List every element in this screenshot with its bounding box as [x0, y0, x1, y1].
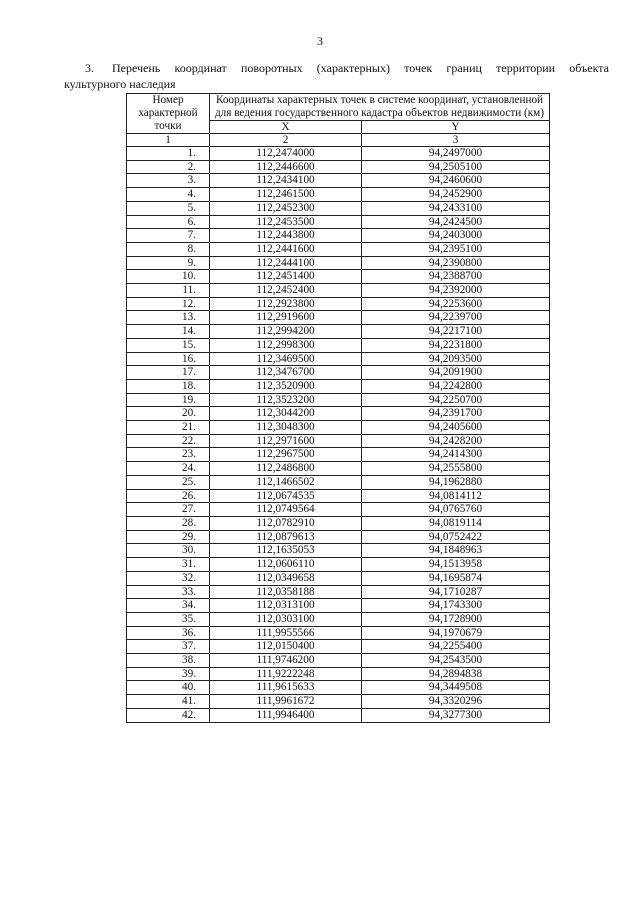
table-row	[127, 147, 550, 161]
table-row	[127, 708, 550, 722]
point-number-cell: 38.	[127, 654, 210, 668]
table-row	[127, 448, 550, 462]
table-row	[127, 571, 550, 585]
table-row	[127, 270, 550, 284]
y-coordinate-cell: 94,2452900	[362, 188, 550, 202]
y-coordinate-cell: 94,2392000	[362, 284, 550, 298]
table-row	[127, 160, 550, 174]
header-x: X	[210, 121, 362, 134]
point-number-cell: 12.	[127, 297, 210, 311]
x-coordinate-cell: 111,9955566	[210, 626, 362, 640]
x-coordinate-cell: 112,1466502	[210, 475, 362, 489]
point-number-cell: 35.	[127, 612, 210, 626]
table-row	[127, 516, 550, 530]
y-coordinate-cell: 94,0819114	[362, 516, 550, 530]
point-number-cell: 1.	[127, 147, 210, 161]
y-coordinate-cell: 94,2395100	[362, 242, 550, 256]
x-coordinate-cell: 112,2453500	[210, 215, 362, 229]
x-coordinate-cell: 111,9946400	[210, 708, 362, 722]
x-coordinate-cell: 112,0303100	[210, 612, 362, 626]
point-number-cell: 21.	[127, 421, 210, 435]
y-coordinate-cell: 94,2239700	[362, 311, 550, 325]
table-row	[127, 681, 550, 695]
y-coordinate-cell: 94,2217100	[362, 325, 550, 339]
x-coordinate-cell: 112,3469500	[210, 352, 362, 366]
x-coordinate-cell: 111,9222248	[210, 667, 362, 681]
table-row	[127, 407, 550, 421]
point-number-cell: 29.	[127, 530, 210, 544]
x-coordinate-cell: 112,1635053	[210, 544, 362, 558]
point-number-cell: 13.	[127, 311, 210, 325]
x-coordinate-cell: 112,2971600	[210, 434, 362, 448]
y-coordinate-cell: 94,2403000	[362, 229, 550, 243]
y-coordinate-cell: 94,2543500	[362, 654, 550, 668]
point-number-cell: 37.	[127, 640, 210, 654]
y-coordinate-cell: 94,3320296	[362, 695, 550, 709]
section-title-line2: культурного наследия	[64, 77, 176, 91]
y-coordinate-cell: 94,2428200	[362, 434, 550, 448]
column-index-3: 3	[362, 134, 550, 147]
x-coordinate-cell: 112,2967500	[210, 448, 362, 462]
table-row	[127, 585, 550, 599]
y-coordinate-cell: 94,2093500	[362, 352, 550, 366]
page-number: 3	[317, 34, 323, 48]
point-number-cell: 6.	[127, 215, 210, 229]
x-coordinate-cell: 112,2923800	[210, 297, 362, 311]
y-coordinate-cell: 94,2505100	[362, 160, 550, 174]
y-coordinate-cell: 94,2390800	[362, 256, 550, 270]
x-coordinate-cell: 112,0313100	[210, 599, 362, 613]
y-coordinate-cell: 94,2497000	[362, 147, 550, 161]
table-row	[127, 379, 550, 393]
table-row	[127, 174, 550, 188]
x-coordinate-cell: 112,2451400	[210, 270, 362, 284]
y-coordinate-cell: 94,2414300	[362, 448, 550, 462]
y-coordinate-cell: 94,2555800	[362, 462, 550, 476]
y-coordinate-cell: 94,1962880	[362, 475, 550, 489]
table-row	[127, 667, 550, 681]
x-coordinate-cell: 112,2998300	[210, 338, 362, 352]
y-coordinate-cell: 94,2388700	[362, 270, 550, 284]
x-coordinate-cell: 112,0349658	[210, 571, 362, 585]
table-row	[127, 462, 550, 476]
table-row	[127, 695, 550, 709]
table-row	[127, 530, 550, 544]
table-row	[127, 654, 550, 668]
table-row	[127, 338, 550, 352]
point-number-cell: 40.	[127, 681, 210, 695]
y-coordinate-cell: 94,1728900	[362, 612, 550, 626]
x-coordinate-cell: 112,2461500	[210, 188, 362, 202]
y-coordinate-cell: 94,1513958	[362, 558, 550, 572]
x-coordinate-cell: 112,2452400	[210, 284, 362, 298]
point-number-cell: 22.	[127, 434, 210, 448]
x-coordinate-cell: 112,0674535	[210, 489, 362, 503]
coordinates-table	[126, 93, 550, 723]
table-row	[127, 503, 550, 517]
table-row	[127, 599, 550, 613]
x-coordinate-cell: 112,3044200	[210, 407, 362, 421]
point-number-cell: 17.	[127, 366, 210, 380]
table-row	[127, 229, 550, 243]
point-number-cell: 19.	[127, 393, 210, 407]
x-coordinate-cell: 112,0358188	[210, 585, 362, 599]
x-coordinate-cell: 112,0606110	[210, 558, 362, 572]
x-coordinate-cell: 112,2443800	[210, 229, 362, 243]
y-coordinate-cell: 94,1743300	[362, 599, 550, 613]
point-number-cell: 18.	[127, 379, 210, 393]
point-number-cell: 5.	[127, 201, 210, 215]
table-row	[127, 366, 550, 380]
table-row	[127, 489, 550, 503]
x-coordinate-cell: 112,2919600	[210, 311, 362, 325]
y-coordinate-cell: 94,1970679	[362, 626, 550, 640]
x-coordinate-cell: 112,2444100	[210, 256, 362, 270]
y-coordinate-cell: 94,3449508	[362, 681, 550, 695]
point-number-cell: 23.	[127, 448, 210, 462]
y-coordinate-cell: 94,2242800	[362, 379, 550, 393]
y-coordinate-cell: 94,2405600	[362, 421, 550, 435]
x-coordinate-cell: 111,9615633	[210, 681, 362, 695]
table-row	[127, 325, 550, 339]
point-number-cell: 4.	[127, 188, 210, 202]
table-row	[127, 284, 550, 298]
y-coordinate-cell: 94,1710287	[362, 585, 550, 599]
point-number-cell: 42.	[127, 708, 210, 722]
x-coordinate-cell: 112,0150400	[210, 640, 362, 654]
table-row	[127, 201, 550, 215]
x-coordinate-cell: 112,2441600	[210, 242, 362, 256]
table-row	[127, 640, 550, 654]
table-row	[127, 242, 550, 256]
y-coordinate-cell: 94,2250700	[362, 393, 550, 407]
point-number-cell: 8.	[127, 242, 210, 256]
x-coordinate-cell: 112,2994200	[210, 325, 362, 339]
x-coordinate-cell: 112,2486800	[210, 462, 362, 476]
y-coordinate-cell: 94,2253600	[362, 297, 550, 311]
table-row	[127, 352, 550, 366]
point-number-cell: 39.	[127, 667, 210, 681]
x-coordinate-cell: 112,0879613	[210, 530, 362, 544]
point-number-cell: 36.	[127, 626, 210, 640]
section-title-line1: Перечень координат поворотных (характерных) точек границ территории объекта	[112, 61, 609, 75]
y-coordinate-cell: 94,0814112	[362, 489, 550, 503]
x-coordinate-cell: 111,9961672	[210, 695, 362, 709]
x-coordinate-cell: 112,3520900	[210, 379, 362, 393]
table-row	[127, 612, 550, 626]
y-coordinate-cell: 94,2391700	[362, 407, 550, 421]
table-row	[127, 188, 550, 202]
table-row	[127, 434, 550, 448]
y-coordinate-cell: 94,2894838	[362, 667, 550, 681]
table-body	[127, 147, 550, 723]
x-coordinate-cell: 112,2446600	[210, 160, 362, 174]
point-number-cell: 34.	[127, 599, 210, 613]
column-index-2: 2	[210, 134, 362, 147]
table-row	[127, 311, 550, 325]
x-coordinate-cell: 112,2452300	[210, 201, 362, 215]
table-row	[127, 297, 550, 311]
point-number-cell: 27.	[127, 503, 210, 517]
point-number-cell: 10.	[127, 270, 210, 284]
y-coordinate-cell: 94,2231800	[362, 338, 550, 352]
x-coordinate-cell: 112,0782910	[210, 516, 362, 530]
table-row	[127, 421, 550, 435]
y-coordinate-cell: 94,2460600	[362, 174, 550, 188]
point-number-cell: 28.	[127, 516, 210, 530]
x-coordinate-cell: 112,3523200	[210, 393, 362, 407]
y-coordinate-cell: 94,2424500	[362, 215, 550, 229]
point-number-cell: 15.	[127, 338, 210, 352]
table-row	[127, 393, 550, 407]
table-row	[127, 626, 550, 640]
point-number-cell: 32.	[127, 571, 210, 585]
y-coordinate-cell: 94,2433100	[362, 201, 550, 215]
point-number-cell: 41.	[127, 695, 210, 709]
y-coordinate-cell: 94,1695874	[362, 571, 550, 585]
point-number-cell: 2.	[127, 160, 210, 174]
header-y: Y	[362, 121, 550, 134]
column-index-1: 1	[127, 134, 210, 147]
point-number-cell: 31.	[127, 558, 210, 572]
y-coordinate-cell: 94,3277300	[362, 708, 550, 722]
x-coordinate-cell: 112,3476700	[210, 366, 362, 380]
point-number-cell: 7.	[127, 229, 210, 243]
point-number-cell: 14.	[127, 325, 210, 339]
point-number-cell: 11.	[127, 284, 210, 298]
point-number-cell: 25.	[127, 475, 210, 489]
point-number-cell: 9.	[127, 256, 210, 270]
point-number-cell: 33.	[127, 585, 210, 599]
x-coordinate-cell: 112,3048300	[210, 421, 362, 435]
point-number-cell: 20.	[127, 407, 210, 421]
x-coordinate-cell: 111,9746200	[210, 654, 362, 668]
x-coordinate-cell: 112,2474000	[210, 147, 362, 161]
table-row	[127, 256, 550, 270]
y-coordinate-cell: 94,0752422	[362, 530, 550, 544]
x-coordinate-cell: 112,0749564	[210, 503, 362, 517]
point-number-cell: 3.	[127, 174, 210, 188]
table-row	[127, 475, 550, 489]
table-row	[127, 558, 550, 572]
section-heading	[64, 60, 609, 92]
table-row	[127, 215, 550, 229]
table-row	[127, 544, 550, 558]
x-coordinate-cell: 112,2434100	[210, 174, 362, 188]
header-coordinates: Координаты характерных точек в системе координат, установленной для ведения государственного кадастра объектов недвижимости (км)	[210, 94, 550, 121]
point-number-cell: 24.	[127, 462, 210, 476]
point-number-cell: 16.	[127, 352, 210, 366]
y-coordinate-cell: 94,1848963	[362, 544, 550, 558]
y-coordinate-cell: 94,2091900	[362, 366, 550, 380]
header-point-number: Номер характерной точки	[127, 94, 210, 134]
y-coordinate-cell: 94,2255400	[362, 640, 550, 654]
y-coordinate-cell: 94,0765760	[362, 503, 550, 517]
point-number-cell: 30.	[127, 544, 210, 558]
point-number-cell: 26.	[127, 489, 210, 503]
section-number: 3.	[85, 61, 94, 75]
